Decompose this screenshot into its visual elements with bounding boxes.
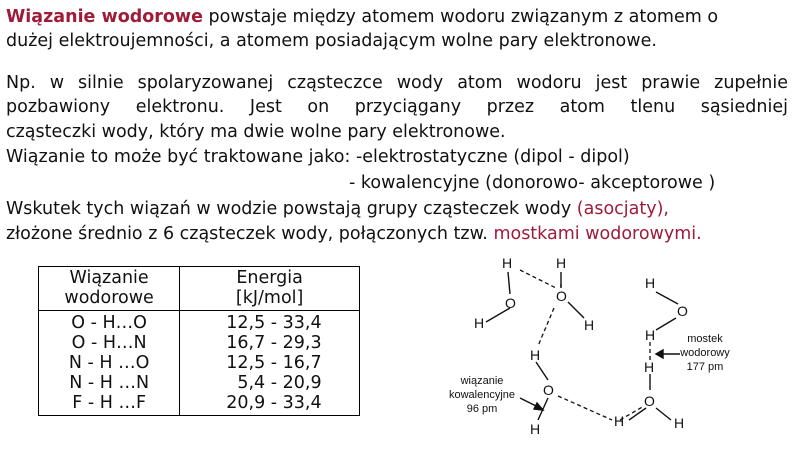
bond-line: [656, 318, 676, 330]
table-row: [39, 373, 360, 393]
header-bond-line2: wodorowe: [64, 288, 154, 308]
row-energy: 16,7 - 29,3: [226, 333, 322, 353]
label-covalent: wiązanie: [460, 375, 504, 387]
header-bond-line1: Wiązanie: [69, 268, 149, 288]
term-asocjaty: (asocjaty),: [576, 199, 669, 219]
label-covalent: 96 pm: [466, 403, 498, 415]
header-energy-line2: [kJ/mol]: [235, 288, 304, 308]
bond-line: [568, 302, 584, 318]
atom-h: H: [674, 415, 685, 431]
header-energy-line1: Energia: [236, 268, 303, 288]
energy-table: [38, 266, 360, 416]
row-energy: 12,5 - 33,4: [226, 313, 322, 333]
example-line-6: [6, 198, 669, 220]
bond-line: [656, 408, 671, 420]
atom-o: O: [505, 295, 516, 311]
atom-h: H: [644, 359, 655, 375]
term-mostki: mostkami wodorowymi.: [493, 224, 702, 244]
row-energy: 20,9 - 33,4: [226, 393, 322, 413]
atom-h: H: [645, 327, 656, 343]
hydrogen-bridge: [538, 308, 554, 346]
atom-o: O: [677, 303, 688, 319]
atom-h: H: [556, 255, 567, 271]
hydrogen-bridge: [520, 270, 556, 288]
atom-o: O: [543, 382, 554, 398]
row-bond: N - H …O: [68, 353, 150, 373]
row-bond: O - H…O: [71, 313, 147, 333]
row-energy: 12,5 - 16,7: [226, 353, 322, 373]
row-energy: 5,4 - 20,9: [237, 373, 322, 393]
table-row: [39, 393, 360, 416]
atom-h: H: [474, 315, 485, 331]
arrow-icon: [534, 403, 543, 410]
table-row: [39, 311, 360, 334]
example-line-7: [6, 223, 702, 245]
bond-line: [536, 362, 548, 380]
header-bond: [39, 267, 180, 311]
atom-h: H: [645, 275, 656, 291]
atom-h: H: [530, 347, 541, 363]
table-row: [39, 353, 360, 373]
intro-line-1: [6, 6, 718, 28]
example-line-5: - kowalencyjne (donorowo- akceptorowe ): [349, 173, 716, 193]
bond-line: [508, 272, 510, 294]
arrow-icon: [656, 350, 663, 358]
intro-line-2: dużej elektroujemności, a atomem posiadającym wolne pary elektronowe.: [6, 31, 657, 51]
label-bridge: 177 pm: [686, 361, 724, 373]
example-line-3: cząsteczki wody, który ma dwie wolne pary elektronowe.: [6, 122, 506, 142]
table-row: [39, 333, 360, 353]
label-bridge: wodorowy: [680, 347, 730, 359]
example-line-4: Wiązanie to może być traktowane jako: -elektrostatyczne (dipol - dipol): [6, 147, 630, 167]
term-hydrogen-bond: Wiązanie wodorowe: [6, 7, 203, 27]
bond-line: [656, 292, 678, 304]
example-line-6-text: Wskutek tych wiązań w wodzie powstają grupy cząsteczek wody: [6, 199, 577, 219]
bond-line: [629, 408, 646, 420]
example-line-1: Np. w silnie spolaryzowanej cząsteczce wody atom wodoru jest prawie zupełnie: [6, 73, 788, 93]
label-covalent: kowalencyjne: [448, 389, 516, 401]
header-energy: [180, 267, 360, 311]
atom-h: H: [584, 317, 595, 333]
atom-o: O: [644, 393, 655, 409]
intro-line-1-text: powstaje między atomem wodoru związanym z atomem o: [202, 7, 719, 27]
hydrogen-bridge: [558, 396, 612, 420]
row-bond: O - H…N: [71, 333, 147, 353]
example-line-7-text: złożone średnio z 6 cząsteczek wody, połączonych tzw.: [6, 224, 494, 244]
table-header-row: [39, 267, 360, 311]
row-bond: F - H …F: [72, 393, 147, 413]
label-bridge: mostek: [687, 333, 723, 345]
water-cluster-diagram: [430, 250, 795, 462]
row-bond: N - H …N: [69, 373, 150, 393]
atom-h: H: [530, 421, 541, 437]
atom-h: H: [614, 413, 625, 429]
atom-o: O: [556, 288, 567, 304]
example-line-2: pozbawiony elektronu. Jest on przyciągany przez atom tlenu sąsiedniej: [6, 97, 788, 117]
atom-h: H: [502, 255, 513, 271]
